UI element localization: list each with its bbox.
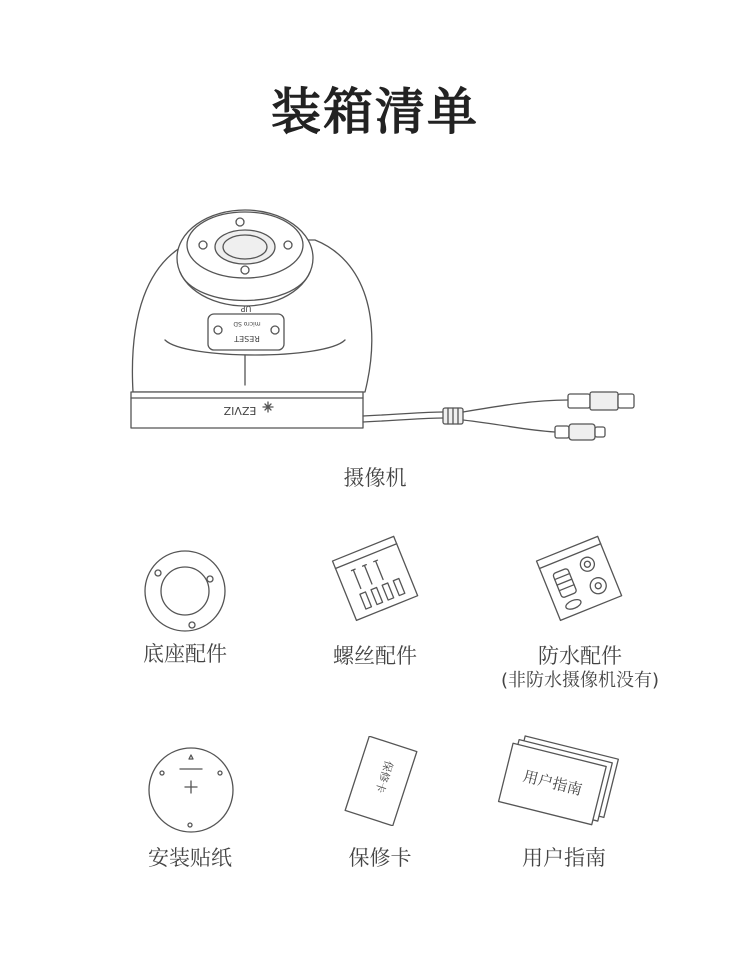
user-guide-label: 用户指南 [522, 846, 606, 870]
base-accessory-label: 底座配件 [143, 642, 227, 666]
screw-pack-illustration [330, 532, 422, 624]
reset-mark: RESET [234, 334, 260, 343]
camera-label: 摄像机 [343, 466, 407, 490]
warranty-card-illustration [336, 736, 426, 826]
warranty-card-label: 保修卡 [348, 846, 412, 870]
base-accessory-illustration [140, 546, 230, 636]
warranty-card-text: 保修卡 [372, 759, 396, 795]
waterproof-kit-illustration [534, 532, 626, 624]
up-mark: UP [240, 304, 252, 313]
user-guide-illustration [495, 733, 635, 833]
user-guide-text: 用户指南 [521, 767, 584, 799]
waterproof-kit-label: 防水配件 [538, 644, 622, 668]
camera-illustration [125, 200, 645, 450]
waterproof-kit-note: (非防水摄像机没有) [500, 670, 660, 691]
screw-pack-label: 螺丝配件 [333, 644, 417, 668]
install-sticker-illustration [146, 745, 236, 835]
page-title: 装箱清单 [271, 83, 479, 141]
install-sticker-label: 安装贴纸 [148, 846, 232, 870]
micro-sd-mark: micro SD [233, 320, 261, 327]
brand-mark: EZVIZ [223, 404, 257, 417]
